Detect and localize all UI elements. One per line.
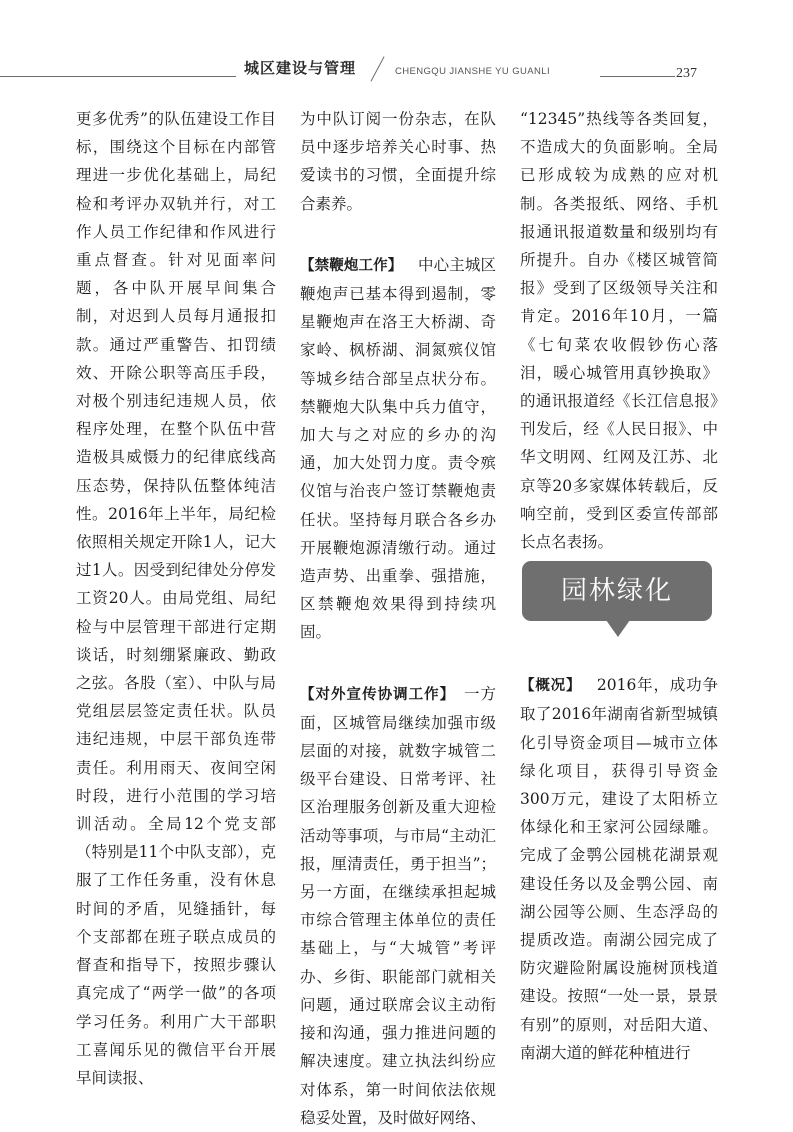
section-banner [520, 561, 718, 669]
header-slash [370, 56, 384, 81]
running-header-subtitle: CHENGQU JIANSHE YU GUANLI [395, 66, 550, 77]
section-banner-box [522, 561, 712, 621]
text-column-3 [520, 105, 718, 1067]
body-paragraph: 为中队订阅一份杂志，在队员中逐步培养关心时事、热爱读书的习惯，全面提升综合素养。 [300, 110, 496, 213]
section-paragraph [300, 251, 496, 647]
section-heading: 【禁鞭炮工作】 [300, 257, 403, 274]
section-banner-title: 园林绿化 [560, 576, 673, 607]
section-text: 一方面，区城管局继续加强市级层面的对接，就数字城管二级平台建设、日常考评、社区治理服务创新及重大迎检活动等事项，与市局“主动汇报，厘清责任，勇于担当”；另一方面，在继续承担起城市综合管理主体单位的责任基础上，与“大城管”考评办、乡街、职能部门就相关问题，通过联席会议主动衔接和沟通，强力推进问题的解决速度。建立执法纠纷应对体系，第一时间依法依规稳妥处置，及时做好网络、 [300, 684, 496, 1127]
paragraph-gap [300, 647, 496, 680]
header-rule-left [0, 76, 236, 77]
paragraph-gap [300, 218, 496, 251]
section-paragraph [520, 671, 718, 1067]
page-number: 237 [676, 66, 697, 81]
section-paragraph [300, 680, 496, 1132]
text-column-1 [76, 105, 276, 1092]
running-header-title: 城区建设与管理 [244, 59, 357, 77]
body-paragraph: “12345”热线等各类回复，不造成大的负面影响。全局已形成较为成熟的应对机制。各类报纸、网络、手机报通讯报道数量和级别均有所提升。自办《楼区城管简报》受到了区级领导关注和肯定。2016年10月，一篇《七旬菜农收假钞伤心落泪，暖心城管用真钞换取》的通讯报道经《长江信息报》刊发后，经《人民日报》、中华文明网、红网及江苏、北京等20多家媒体转载后，反响空前，受到区委宣传部部长点名表扬。 [520, 110, 718, 552]
speech-bubble-tail [606, 620, 630, 637]
section-text: 中心主城区鞭炮声已基本得到遏制，零星鞭炮声在洛王大桥湖、奇家岭、枫桥湖、洞氮殡仪馆等城乡结合部呈点状分布。禁鞭炮大队集中兵力值守，加大与之对应的乡办的沟通，加大处罚力度。责令殡仪馆与治丧户签订禁鞭炮责任状。坚持每月联合各乡办开展鞭炮源清缴行动。通过造声势、出重拳、强措施，区禁鞭炮效果得到持续巩固。 [300, 255, 496, 642]
body-paragraph: 更多优秀”的队伍建设工作目标，围绕这个目标在内部管理进一步优化基础上，局纪检和考评办双轨并行，对工作人员工作纪律和作风进行重点督查。针对见面率问题，各中队开展早间集合制，对迟到人员每月通报扣款。通过严重警告、扣罚绩效、开除公职等高压手段，对极个别违纪违规人员，依程序处理，在整个队伍中营造极具威慑力的纪律底线高压态势，保持队伍整体纯洁性。2016年上半年，局纪检依照相关规定开除1人，记大过1人。因受到纪律处分停发工资20人。由局党组、局纪检与中层管理干部进行定期谈话，时刻绷紧廉政、勤政之弦。各股（室）、中队与局党组层层签定责任状。队员违纪违规，中层干部负连带责任。利用雨天、夜间空闲时段，进行小范围的学习培训活动。全局12个党支部（特别是11个中队支部），克服了工作任务重，没有休息时间的矛盾，见缝插针，每个支部都在班子联点成员的督查和指导下，按照步骤认真完成了“两学一做”的各项学习任务。利用广大干部职工喜闻乐见的微信平台开展早间读报、 [76, 110, 276, 1087]
section-heading: 【对外宣传协调工作】 [300, 686, 456, 703]
text-column-2 [300, 105, 496, 1132]
section-heading: 【概况】 [520, 678, 582, 695]
section-text: 2016年，成功争取了2016年湖南省新型城镇化引导资金项目—城市立体绿化项目，获得引导资金300万元，建设了太阳桥立体绿化和王家河公园绿雕。完成了金鹗公园桃花湖景观建设任务以及金鹗公园、南湖公园等公厕、生态浮岛的提质改造。南湖公园完成了防灾避险附属设施树顶栈道建设。按照“一处一景，景景有别”的原则，对岳阳大道、南湖大道的鲜花种植进行 [520, 676, 718, 1062]
header-rule-right [600, 76, 675, 77]
